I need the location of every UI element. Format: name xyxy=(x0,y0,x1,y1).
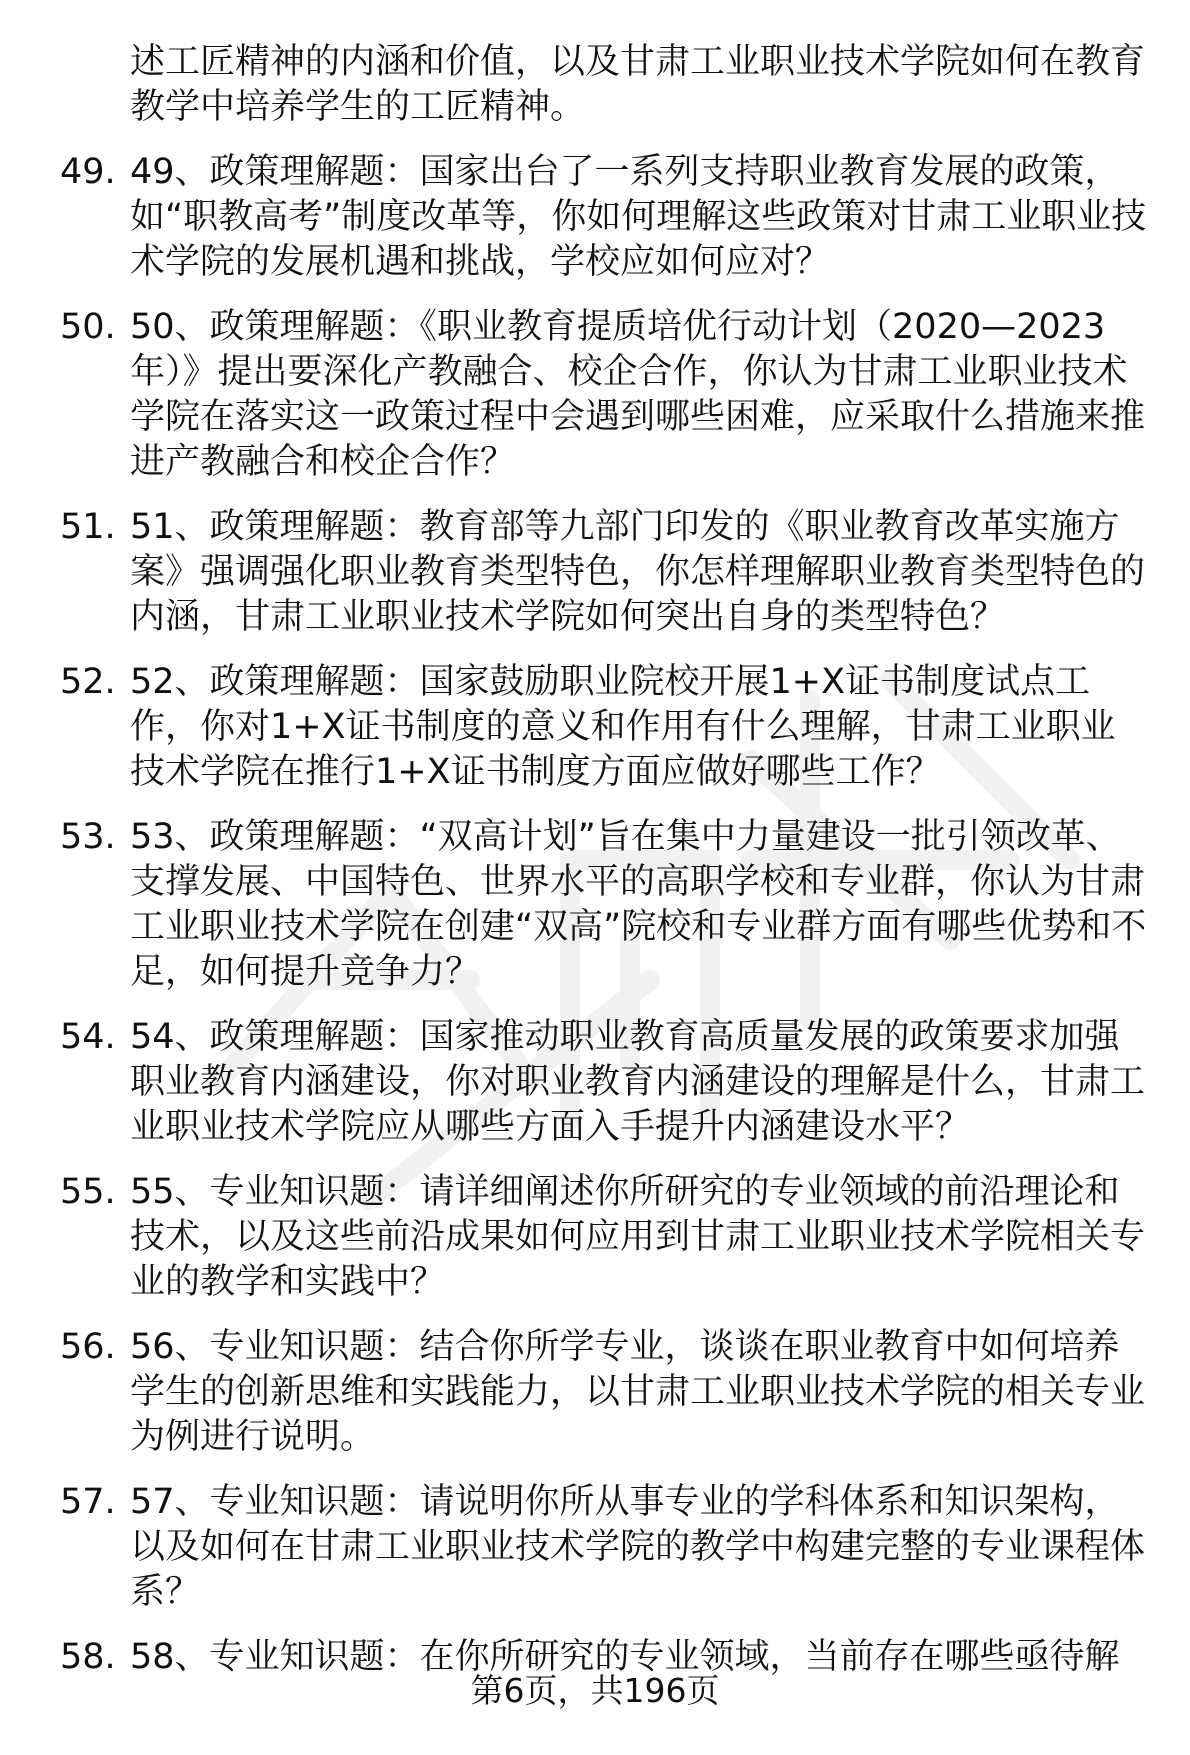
page-footer: 第6页，共196页 xyxy=(470,1671,720,1710)
question-text: 55、专业知识题：请详细阐述你所研究的专业领域的前沿理论和技术，以及这些前沿成果如何应用到甘肃工业职业技术学院相关专业的教学和实践中？ xyxy=(130,1172,1146,1302)
list-number: 49. xyxy=(60,152,116,192)
list-item xyxy=(60,1480,1150,1615)
list-item xyxy=(60,505,1150,640)
list-item xyxy=(60,1170,1150,1305)
list-item xyxy=(60,1325,1150,1460)
question-text: 52、政策理解题：国家鼓励职业院校开展1+X证书制度试点工作，你对1+X证书制度的意义和作用有什么理解，甘肃工业职业技术学院在推行1+X证书制度方面应做好哪些工作？ xyxy=(130,662,1116,792)
list-number: 57. xyxy=(60,1482,116,1522)
question-text: 56、专业知识题：结合你所学专业，谈谈在职业教育中如何培养学生的创新思维和实践能力，以甘肃工业职业技术学院的相关专业为例进行说明。 xyxy=(130,1327,1146,1457)
question-text: 53、政策理解题：“双高计划”旨在集中力量建设一批引领改革、支撑发展、中国特色、世界水平的高职学校和专业群，你认为甘肃工业职业技术学院在创建“双高”院校和专业群方面有哪些优势和不足，如何提升竞争力？ xyxy=(130,817,1147,992)
list-number: 50. xyxy=(60,307,116,347)
list-number: 55. xyxy=(60,1172,116,1212)
question-text: 51、政策理解题：教育部等九部门印发的《职业教育改革实施方案》强调强化职业教育类型特色，你怎样理解职业教育类型特色的内涵，甘肃工业职业技术学院如何突出自身的类型特色？ xyxy=(130,507,1146,637)
question-text: 49、政策理解题：国家出台了一系列支持职业教育发展的政策，如“职教高考”制度改革等，你如何理解这些政策对甘肃工业职业技术学院的发展机遇和挑战，学校应如何应对？ xyxy=(130,152,1147,282)
list-number: 54. xyxy=(60,1017,116,1057)
list-number: 58. xyxy=(60,1637,116,1677)
list-number: 52. xyxy=(60,662,116,702)
list-item xyxy=(60,815,1150,995)
list-item xyxy=(60,150,1150,285)
list-item xyxy=(60,305,1150,485)
list-number: 56. xyxy=(60,1327,116,1367)
question-list xyxy=(60,150,1150,1680)
question-content xyxy=(60,40,1150,1700)
list-item xyxy=(60,1015,1150,1150)
question-text: 50、政策理解题：《职业教育提质培优行动计划（2020—2023年）》提出要深化产教融合、校企合作，你认为甘肃工业职业技术学院在落实这一政策过程中会遇到哪些困难，应采取什么措施来推进产教融合和校企合作？ xyxy=(130,307,1146,482)
list-number: 51. xyxy=(60,507,116,547)
question-text: 57、专业知识题：请说明你所从事专业的学科体系和知识架构，以及如何在甘肃工业职业技术学院的教学中构建完整的专业课程体系？ xyxy=(130,1482,1146,1612)
list-item xyxy=(60,660,1150,795)
question-text: 58、专业知识题：在你所研究的专业领域，当前存在哪些亟待解 xyxy=(130,1637,1120,1677)
list-number: 53. xyxy=(60,817,116,857)
question-text: 54、政策理解题：国家推动职业教育高质量发展的政策要求加强职业教育内涵建设，你对职业教育内涵建设的理解是什么，甘肃工业职业技术学院应从哪些方面入手提升内涵建设水平？ xyxy=(130,1017,1146,1147)
continued-text: 述工匠精神的内涵和价值，以及甘肃工业职业技术学院如何在教育教学中培养学生的工匠精神。 xyxy=(130,42,1146,127)
